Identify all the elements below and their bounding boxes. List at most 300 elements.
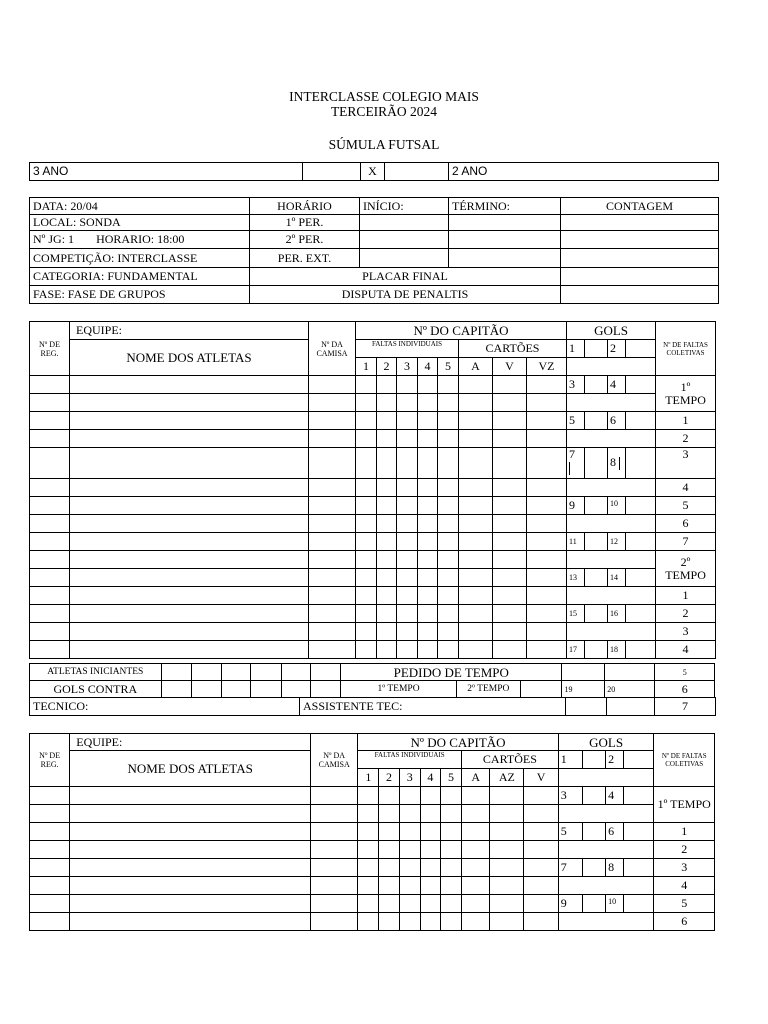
form-cell[interactable] — [459, 605, 493, 623]
form-cell[interactable] — [607, 698, 655, 716]
form-cell[interactable] — [358, 787, 379, 805]
form-cell[interactable] — [567, 623, 656, 641]
form-cell[interactable] — [356, 623, 377, 641]
form-cell[interactable] — [161, 664, 191, 681]
form-cell[interactable] — [490, 787, 524, 805]
form-cell[interactable] — [356, 587, 377, 605]
form-cell[interactable]: 4 — [606, 787, 624, 805]
form-cell[interactable] — [459, 569, 493, 587]
form-cell[interactable] — [70, 623, 309, 641]
form-cell[interactable]: 9 — [558, 895, 582, 913]
form-cell[interactable] — [30, 569, 70, 587]
form-cell[interactable] — [30, 859, 70, 877]
form-cell[interactable] — [438, 533, 459, 551]
form-cell[interactable] — [356, 479, 377, 497]
form-cell[interactable] — [462, 787, 490, 805]
form-cell[interactable] — [527, 605, 567, 623]
form-cell[interactable] — [624, 787, 654, 805]
form-cell[interactable] — [418, 515, 438, 533]
form-cell[interactable] — [311, 859, 358, 877]
form-cell[interactable] — [281, 681, 310, 698]
form-cell[interactable] — [624, 823, 654, 841]
form-cell[interactable] — [449, 249, 561, 268]
form-cell[interactable]: 7 — [558, 859, 582, 877]
form-cell[interactable] — [558, 913, 654, 931]
form-cell[interactable] — [191, 664, 221, 681]
form-cell[interactable] — [567, 551, 656, 569]
form-cell[interactable]: 8 — [606, 859, 624, 877]
form-cell[interactable] — [626, 412, 656, 430]
form-cell[interactable] — [582, 895, 605, 913]
form-cell[interactable] — [493, 641, 527, 659]
form-cell[interactable] — [524, 913, 558, 931]
form-cell[interactable] — [438, 497, 459, 515]
form-cell[interactable] — [418, 497, 438, 515]
form-cell[interactable] — [438, 412, 459, 430]
form-cell[interactable] — [567, 587, 656, 605]
form-cell[interactable] — [70, 841, 311, 859]
form-cell[interactable] — [397, 533, 418, 551]
form-cell[interactable] — [418, 623, 438, 641]
form-cell[interactable] — [562, 664, 605, 681]
form-cell[interactable]: 10 — [606, 895, 624, 913]
form-cell[interactable] — [360, 215, 449, 231]
form-cell[interactable] — [309, 515, 356, 533]
form-cell[interactable] — [585, 448, 608, 479]
form-cell[interactable] — [379, 895, 399, 913]
form-cell[interactable] — [626, 569, 656, 587]
form-cell[interactable]: 8 — [608, 448, 626, 479]
form-cell[interactable] — [567, 394, 656, 412]
form-cell[interactable] — [438, 641, 459, 659]
form-cell[interactable] — [379, 859, 399, 877]
form-cell[interactable] — [399, 805, 420, 823]
form-cell[interactable] — [309, 623, 356, 641]
form-cell[interactable] — [30, 497, 70, 515]
form-cell[interactable] — [566, 698, 607, 716]
form-cell[interactable] — [303, 163, 361, 181]
form-cell[interactable] — [418, 641, 438, 659]
form-cell[interactable] — [440, 895, 461, 913]
form-cell[interactable] — [561, 268, 719, 286]
form-cell[interactable] — [30, 394, 70, 412]
form-cell[interactable] — [70, 515, 309, 533]
form-cell[interactable] — [585, 412, 608, 430]
form-cell[interactable] — [30, 551, 70, 569]
form-cell[interactable] — [493, 430, 527, 448]
form-cell[interactable] — [377, 394, 397, 412]
form-cell[interactable] — [493, 448, 527, 479]
form-cell[interactable] — [527, 479, 567, 497]
form-cell[interactable] — [420, 913, 440, 931]
form-cell[interactable] — [420, 877, 440, 895]
form-cell[interactable] — [30, 823, 70, 841]
form-cell[interactable] — [30, 913, 70, 931]
form-cell[interactable] — [438, 569, 459, 587]
form-cell[interactable] — [459, 641, 493, 659]
form-cell[interactable] — [399, 895, 420, 913]
form-cell[interactable]: 5 — [558, 823, 582, 841]
form-cell[interactable] — [397, 641, 418, 659]
form-cell[interactable] — [379, 877, 399, 895]
form-cell[interactable] — [524, 805, 558, 823]
form-cell[interactable] — [397, 605, 418, 623]
form-cell[interactable] — [585, 641, 608, 659]
form-cell[interactable] — [490, 895, 524, 913]
form-cell[interactable] — [459, 430, 493, 448]
form-cell[interactable] — [459, 412, 493, 430]
form-cell[interactable]: 19 — [562, 681, 605, 698]
assistant-label[interactable]: ASSISTENTE TEC: — [300, 698, 566, 716]
form-cell[interactable] — [377, 641, 397, 659]
form-cell[interactable] — [567, 515, 656, 533]
form-cell[interactable] — [360, 231, 449, 249]
form-cell[interactable] — [440, 823, 461, 841]
form-cell[interactable] — [70, 430, 309, 448]
team-name-label-2[interactable]: EQUIPE: — [70, 734, 311, 751]
form-cell[interactable] — [30, 877, 70, 895]
form-cell[interactable] — [377, 587, 397, 605]
form-cell[interactable] — [459, 533, 493, 551]
coach-label[interactable]: TECNICO: — [30, 698, 300, 716]
form-cell[interactable] — [70, 448, 309, 479]
form-cell[interactable] — [70, 551, 309, 569]
form-cell[interactable] — [558, 805, 654, 823]
form-cell[interactable] — [251, 664, 281, 681]
form-cell[interactable] — [490, 859, 524, 877]
form-cell[interactable] — [462, 877, 490, 895]
form-cell[interactable] — [377, 623, 397, 641]
form-cell[interactable] — [30, 412, 70, 430]
form-cell[interactable] — [418, 448, 438, 479]
form-cell[interactable] — [30, 787, 70, 805]
form-cell[interactable] — [377, 412, 397, 430]
form-cell[interactable] — [524, 823, 558, 841]
form-cell[interactable] — [385, 163, 449, 181]
form-cell[interactable] — [30, 533, 70, 551]
form-cell[interactable] — [397, 430, 418, 448]
form-cell[interactable] — [440, 841, 461, 859]
form-cell[interactable] — [582, 787, 605, 805]
form-cell[interactable] — [356, 605, 377, 623]
form-cell[interactable] — [418, 533, 438, 551]
form-cell[interactable] — [440, 859, 461, 877]
form-cell[interactable] — [309, 497, 356, 515]
form-cell[interactable] — [527, 587, 567, 605]
form-cell[interactable] — [420, 841, 440, 859]
form-cell[interactable] — [527, 412, 567, 430]
form-cell[interactable] — [309, 376, 356, 394]
form-cell[interactable] — [397, 515, 418, 533]
form-cell[interactable]: 3 — [567, 376, 585, 394]
form-cell[interactable] — [490, 913, 524, 931]
form-cell[interactable]: 6 — [608, 412, 626, 430]
form-cell[interactable] — [70, 823, 311, 841]
form-cell[interactable] — [30, 430, 70, 448]
form-cell[interactable] — [520, 681, 562, 698]
form-cell[interactable] — [585, 569, 608, 587]
form-cell[interactable] — [70, 497, 309, 515]
form-cell[interactable] — [377, 551, 397, 569]
form-cell[interactable]: 2 — [606, 751, 624, 769]
form-cell[interactable] — [358, 805, 379, 823]
form-cell[interactable] — [358, 877, 379, 895]
form-cell[interactable] — [493, 412, 527, 430]
form-cell[interactable] — [311, 895, 358, 913]
form-cell[interactable] — [438, 605, 459, 623]
form-cell[interactable] — [459, 497, 493, 515]
form-cell[interactable] — [585, 533, 608, 551]
form-cell[interactable] — [379, 787, 399, 805]
form-cell[interactable] — [626, 605, 656, 623]
form-cell[interactable] — [418, 587, 438, 605]
form-cell[interactable]: 5 — [567, 412, 585, 430]
form-cell[interactable] — [462, 805, 490, 823]
form-cell[interactable] — [567, 479, 656, 497]
form-cell[interactable] — [438, 430, 459, 448]
form-cell[interactable] — [358, 895, 379, 913]
form-cell[interactable] — [420, 823, 440, 841]
form-cell[interactable]: 10 — [608, 497, 626, 515]
form-cell[interactable] — [449, 231, 561, 249]
form-cell[interactable] — [30, 376, 70, 394]
form-cell[interactable] — [624, 895, 654, 913]
form-cell[interactable] — [493, 376, 527, 394]
form-cell[interactable] — [418, 551, 438, 569]
form-cell[interactable] — [449, 215, 561, 231]
form-cell[interactable] — [356, 497, 377, 515]
form-cell[interactable] — [309, 605, 356, 623]
form-cell[interactable] — [561, 215, 719, 231]
form-cell[interactable] — [222, 664, 251, 681]
form-cell[interactable] — [356, 641, 377, 659]
form-cell[interactable] — [626, 340, 656, 358]
form-cell[interactable] — [311, 913, 358, 931]
form-cell[interactable] — [309, 394, 356, 412]
form-cell[interactable] — [310, 664, 340, 681]
form-cell[interactable] — [418, 479, 438, 497]
form-cell[interactable] — [70, 479, 309, 497]
form-cell[interactable] — [490, 841, 524, 859]
form-cell[interactable] — [30, 623, 70, 641]
form-cell[interactable] — [30, 641, 70, 659]
form-cell[interactable] — [418, 430, 438, 448]
form-cell[interactable] — [440, 805, 461, 823]
form-cell[interactable] — [462, 841, 490, 859]
form-cell[interactable] — [567, 430, 656, 448]
form-cell[interactable] — [356, 448, 377, 479]
team-name-label[interactable]: EQUIPE: — [70, 322, 309, 340]
form-cell[interactable] — [309, 587, 356, 605]
form-cell[interactable] — [585, 605, 608, 623]
form-cell[interactable] — [281, 664, 310, 681]
form-cell[interactable] — [605, 664, 655, 681]
form-cell[interactable] — [493, 551, 527, 569]
form-cell[interactable] — [399, 787, 420, 805]
form-cell[interactable] — [311, 787, 358, 805]
form-cell[interactable] — [459, 515, 493, 533]
form-cell[interactable] — [377, 515, 397, 533]
form-cell[interactable] — [70, 605, 309, 623]
form-cell[interactable] — [379, 841, 399, 859]
form-cell[interactable] — [70, 641, 309, 659]
form-cell[interactable] — [70, 376, 309, 394]
form-cell[interactable] — [30, 841, 70, 859]
form-cell[interactable]: 18 — [608, 641, 626, 659]
form-cell[interactable] — [524, 859, 558, 877]
form-cell[interactable] — [358, 859, 379, 877]
form-cell[interactable] — [399, 877, 420, 895]
form-cell[interactable] — [70, 805, 311, 823]
form-cell[interactable] — [30, 805, 70, 823]
form-cell[interactable] — [399, 913, 420, 931]
form-cell[interactable] — [527, 569, 567, 587]
form-cell[interactable] — [161, 681, 191, 698]
form-cell[interactable] — [397, 497, 418, 515]
form-cell[interactable] — [418, 569, 438, 587]
form-cell[interactable] — [70, 412, 309, 430]
form-cell[interactable] — [377, 533, 397, 551]
form-cell[interactable] — [379, 913, 399, 931]
form-cell[interactable] — [358, 913, 379, 931]
form-cell[interactable] — [399, 841, 420, 859]
form-cell[interactable] — [360, 249, 449, 268]
form-cell[interactable] — [377, 605, 397, 623]
form-cell[interactable] — [624, 751, 654, 769]
form-cell[interactable] — [440, 913, 461, 931]
form-cell[interactable] — [582, 859, 605, 877]
team-b[interactable]: 2 ANO — [449, 163, 719, 181]
form-cell[interactable] — [582, 751, 605, 769]
form-cell[interactable] — [356, 394, 377, 412]
form-cell[interactable] — [70, 587, 309, 605]
form-cell[interactable]: 7 — [567, 448, 585, 479]
form-cell[interactable] — [70, 859, 311, 877]
form-cell[interactable] — [397, 376, 418, 394]
form-cell[interactable] — [30, 448, 70, 479]
form-cell[interactable] — [490, 823, 524, 841]
form-cell[interactable] — [356, 533, 377, 551]
form-cell[interactable] — [397, 448, 418, 479]
form-cell[interactable] — [462, 823, 490, 841]
form-cell[interactable] — [30, 479, 70, 497]
form-cell[interactable] — [459, 623, 493, 641]
form-cell[interactable] — [493, 515, 527, 533]
form-cell[interactable] — [493, 587, 527, 605]
form-cell[interactable] — [309, 641, 356, 659]
form-cell[interactable] — [493, 569, 527, 587]
form-cell[interactable] — [30, 587, 70, 605]
form-cell[interactable]: 3 — [558, 787, 582, 805]
form-cell[interactable] — [626, 533, 656, 551]
form-cell[interactable] — [440, 877, 461, 895]
form-cell[interactable] — [356, 569, 377, 587]
form-cell[interactable] — [377, 497, 397, 515]
form-cell[interactable] — [377, 448, 397, 479]
team-a[interactable]: 3 ANO — [30, 163, 303, 181]
form-cell[interactable] — [493, 533, 527, 551]
form-cell[interactable] — [311, 841, 358, 859]
form-cell[interactable] — [397, 479, 418, 497]
form-cell[interactable] — [397, 551, 418, 569]
form-cell[interactable] — [585, 340, 608, 358]
form-cell[interactable] — [358, 823, 379, 841]
form-cell[interactable] — [356, 551, 377, 569]
form-cell[interactable] — [585, 497, 608, 515]
form-cell[interactable] — [356, 376, 377, 394]
form-cell[interactable] — [309, 569, 356, 587]
form-cell[interactable] — [582, 823, 605, 841]
form-cell[interactable] — [527, 394, 567, 412]
form-cell[interactable]: 15 — [567, 605, 585, 623]
form-cell[interactable] — [527, 430, 567, 448]
form-cell[interactable] — [418, 605, 438, 623]
form-cell[interactable] — [527, 376, 567, 394]
form-cell[interactable] — [397, 587, 418, 605]
form-cell[interactable] — [493, 623, 527, 641]
form-cell[interactable] — [418, 412, 438, 430]
form-cell[interactable] — [399, 823, 420, 841]
form-cell[interactable] — [309, 479, 356, 497]
form-cell[interactable] — [524, 895, 558, 913]
form-cell[interactable] — [493, 605, 527, 623]
form-cell[interactable] — [438, 394, 459, 412]
form-cell[interactable] — [438, 376, 459, 394]
form-cell[interactable] — [561, 249, 719, 268]
form-cell[interactable] — [418, 394, 438, 412]
form-cell[interactable] — [356, 412, 377, 430]
form-cell[interactable] — [527, 515, 567, 533]
form-cell[interactable] — [626, 376, 656, 394]
form-cell[interactable] — [493, 497, 527, 515]
form-cell[interactable] — [420, 859, 440, 877]
form-cell[interactable] — [459, 479, 493, 497]
form-cell[interactable] — [626, 641, 656, 659]
form-cell[interactable] — [438, 448, 459, 479]
form-cell[interactable] — [438, 623, 459, 641]
form-cell[interactable] — [527, 533, 567, 551]
form-cell[interactable] — [527, 551, 567, 569]
form-cell[interactable] — [379, 823, 399, 841]
form-cell[interactable] — [527, 623, 567, 641]
form-cell[interactable]: 1 — [558, 751, 582, 769]
form-cell[interactable] — [309, 551, 356, 569]
form-cell[interactable] — [309, 412, 356, 430]
form-cell[interactable] — [222, 681, 251, 698]
form-cell[interactable] — [379, 805, 399, 823]
form-cell[interactable] — [493, 479, 527, 497]
form-cell[interactable] — [70, 913, 311, 931]
form-cell[interactable] — [420, 895, 440, 913]
form-cell[interactable] — [70, 787, 311, 805]
form-cell[interactable]: 20 — [605, 681, 655, 698]
form-cell[interactable] — [397, 569, 418, 587]
form-cell[interactable] — [309, 533, 356, 551]
form-cell[interactable] — [70, 394, 309, 412]
form-cell[interactable] — [70, 877, 311, 895]
form-cell[interactable] — [524, 877, 558, 895]
form-cell[interactable] — [377, 569, 397, 587]
form-cell[interactable] — [191, 681, 221, 698]
form-cell[interactable] — [377, 376, 397, 394]
form-cell[interactable] — [309, 430, 356, 448]
form-cell[interactable] — [493, 394, 527, 412]
form-cell[interactable] — [585, 376, 608, 394]
form-cell[interactable] — [626, 497, 656, 515]
form-cell[interactable] — [558, 769, 654, 787]
form-cell[interactable]: 9 — [567, 497, 585, 515]
form-cell[interactable] — [462, 859, 490, 877]
